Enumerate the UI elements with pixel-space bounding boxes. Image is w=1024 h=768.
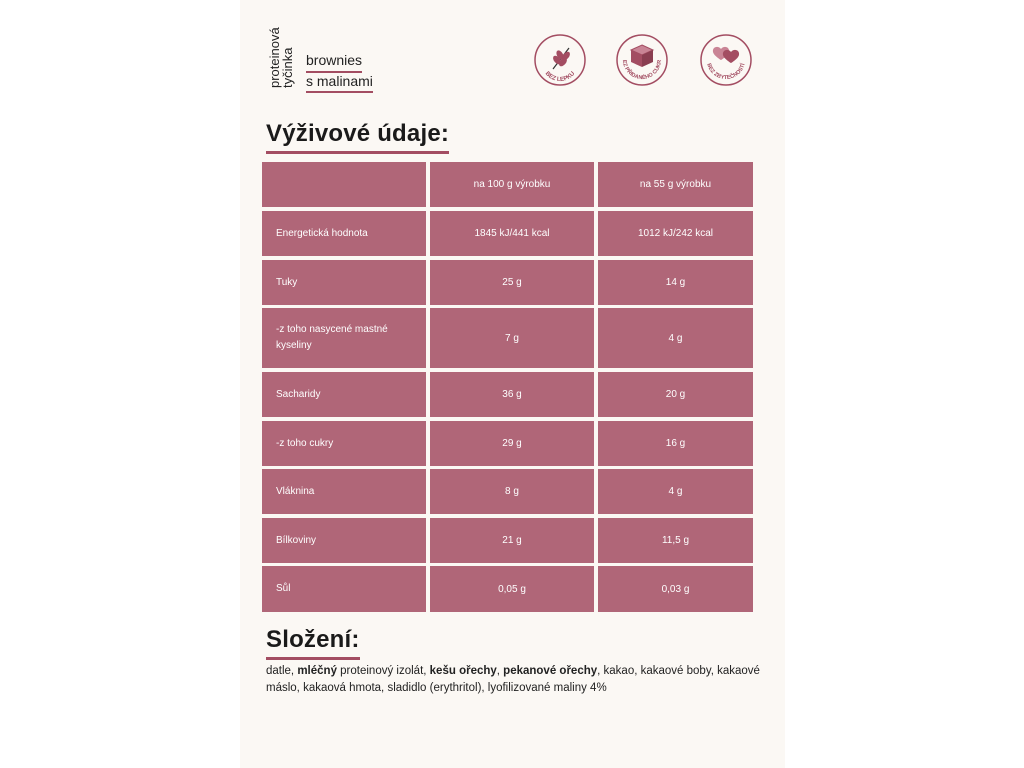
ingredient-allergen: mléčný (297, 665, 337, 677)
ingredient-text: proteinový izolát, (336, 665, 430, 677)
nutrient-label: Sacharidy (262, 372, 426, 417)
ingredient-allergen: pekanové ořechy (503, 665, 598, 677)
badge-nothing-unnecessary (699, 33, 753, 87)
badge-no-added-sugar (615, 33, 669, 87)
nutrient-value: 1012 kJ/242 kcal (598, 211, 753, 256)
svg-text:BEZ ZBYTEČNOSTÍ: BEZ ZBYTEČNOSTÍ (705, 62, 747, 82)
composition-title: Složení: (266, 626, 360, 660)
nutrient-label: Tuky (262, 260, 426, 305)
nutrient-label: Sůl (262, 566, 426, 612)
leaf-icon (533, 33, 587, 87)
sugar-cube-icon (615, 33, 669, 87)
table-header-cell: na 55 g výrobku (598, 162, 753, 207)
ingredient-text: datle, (266, 665, 298, 677)
ingredient-text: , (496, 665, 504, 677)
hearts-icon (699, 33, 753, 87)
nutrient-value: 7 g (430, 308, 594, 368)
nutrient-value: 4 g (598, 308, 753, 368)
svg-text:BEZ LEPKU: BEZ LEPKU (543, 70, 577, 84)
flavor-line-2: s malinami (306, 73, 373, 93)
nutrition-title: Výživové údaje: (266, 120, 449, 154)
nutrient-value: 1845 kJ/441 kcal (430, 211, 594, 256)
nutrient-value: 29 g (430, 421, 594, 466)
nutrient-label: Bílkoviny (262, 518, 426, 563)
nutrient-label: Vláknina (262, 469, 426, 514)
nutrient-value: 36 g (430, 372, 594, 417)
svg-text:BEZ PŘIDANÉHO CUKRU: EZ PŘIDANÉHO CUKR (620, 59, 664, 82)
nutrient-value: 25 g (430, 260, 594, 305)
nutrient-value: 0,03 g (598, 566, 753, 612)
nutrient-value: 20 g (598, 372, 753, 417)
nutrient-label: Energetická hodnota (262, 211, 426, 256)
ingredients-text (266, 663, 766, 697)
nutrient-label: -z toho nasycené mastné kyseliny (262, 308, 426, 368)
nutrient-value: 8 g (430, 469, 594, 514)
product-sheet (240, 0, 785, 768)
nutrient-value: 0,05 g (430, 566, 594, 612)
table-header-cell: na 100 g výrobku (430, 162, 594, 207)
product-type: proteinová tyčinka (267, 27, 295, 88)
nutrient-value: 16 g (598, 421, 753, 466)
badge-gluten-free (533, 33, 587, 87)
flavor-line-1: brownies (306, 52, 362, 73)
nutrient-value: 21 g (430, 518, 594, 563)
nutrient-value: 11,5 g (598, 518, 753, 563)
nutrient-value: 4 g (598, 469, 753, 514)
ingredient-text: , kakao, kakaové boby, kakaové máslo, kakaová hmota, sladidlo (erythritol), lyofilizované maliny 4% (266, 665, 760, 694)
nutrient-value: 14 g (598, 260, 753, 305)
ingredient-allergen: kešu ořechy (429, 665, 497, 677)
table-header-cell (262, 162, 426, 207)
nutrient-label: -z toho cukry (262, 421, 426, 466)
product-flavor (306, 52, 373, 93)
